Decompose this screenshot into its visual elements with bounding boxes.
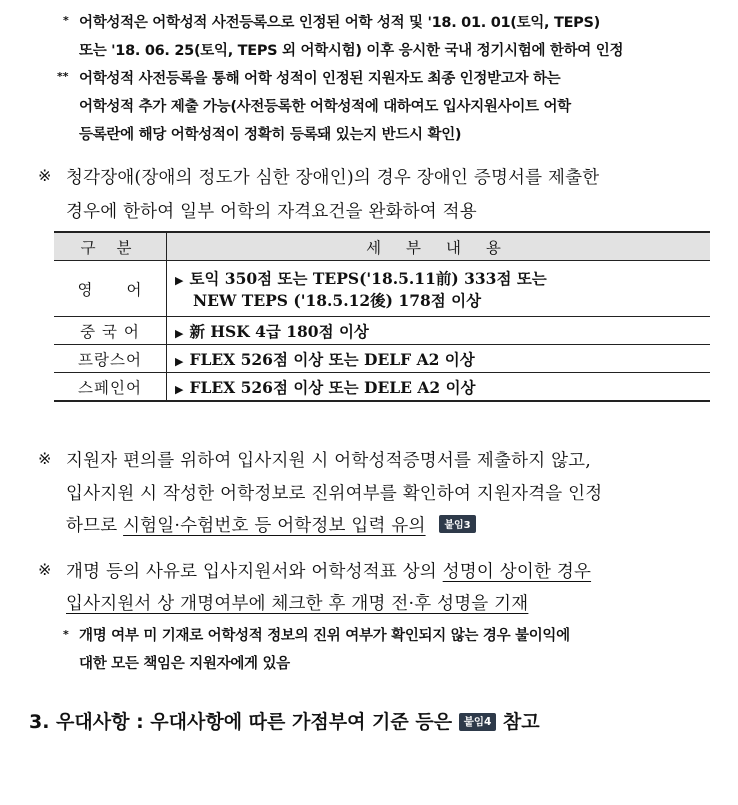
triangle-bullet-icon: ▶ — [175, 354, 184, 368]
section3-heading — [29, 707, 540, 734]
rename-line2 — [66, 590, 528, 615]
language-cell: 프랑스어 — [54, 345, 167, 373]
language-cell: 중 국 어 — [54, 317, 167, 345]
rename-line1-prefix: 개명 등의 사유로 입사지원서와 어학성적표 상의 — [66, 562, 443, 582]
attachment4-badge: 붙임4 — [459, 713, 497, 731]
triangle-bullet-icon: ▶ — [175, 382, 184, 396]
note-double-asterisk: ** — [57, 70, 69, 83]
hearing-line2: 경우에 한하여 일부 어학의 자격요건을 완화하여 적용 — [66, 202, 477, 222]
header-category: 구 분 — [54, 232, 167, 261]
note2-line3: 등록란에 해당 어학성적이 정확히 등록돼 있는지 반드시 확인) — [79, 127, 462, 143]
sub-note-asterisk: * — [63, 628, 69, 641]
language-cell: 영 어 — [54, 261, 167, 317]
section3-prefix: 3. 우대사항 : 우대사항에 따른 가점부여 기준 등은 — [29, 711, 459, 733]
detail-cell — [167, 373, 711, 402]
language-requirements-table — [54, 231, 710, 402]
detail-cell — [167, 261, 711, 317]
attachment3-badge: 붙임3 — [439, 515, 475, 533]
note-asterisk: * — [63, 14, 69, 27]
detail-line1: FLEX 526점 이상 또는 DELE A2 이상 — [189, 377, 476, 397]
reference-mark: ※ — [38, 166, 52, 185]
reference-mark: ※ — [38, 560, 52, 579]
detail-line1: 新 HSK 4급 180점 이상 — [189, 321, 369, 341]
applicant-emphasis: 시험일·수험번호 등 어학정보 입력 유의 — [123, 516, 426, 536]
language-cell: 스페인어 — [54, 373, 167, 402]
note1-line2: 또는 '18. 06. 25(토익, TEPS 외 어학시험) 이후 응시한 국내 정기시험에 한하여 인정 — [79, 43, 624, 59]
rename-emphasis-1: 성명이 상이한 경우 — [442, 562, 592, 582]
detail-line1: 토익 350점 또는 TEPS('18.5.11前) 333점 또는 — [189, 268, 547, 288]
applicant-line2: 입사지원 시 작성한 어학정보로 진위여부를 확인하여 지원자격을 인정 — [66, 484, 603, 504]
rename-sub-line1: 개명 여부 미 기재로 어학성적 정보의 진위 여부가 확인되지 않는 경우 불이익에 — [79, 628, 570, 644]
section3-suffix: 참고 — [496, 711, 540, 733]
note2-line1: 어학성적 사전등록을 통해 어학 성적이 인정된 지원자도 최종 인정받고자 하는 — [79, 71, 561, 87]
detail-line2: NEW TEPS ('18.5.12後) 178점 이상 — [193, 290, 482, 310]
table-header-row — [54, 232, 710, 261]
applicant-line1: 지원자 편의를 위하여 입사지원 시 어학성적증명서를 제출하지 않고, — [66, 451, 592, 471]
note2-line2: 어학성적 추가 제출 가능(사전등록한 어학성적에 대하여도 입사지원사이트 어학 — [79, 99, 571, 115]
reference-mark: ※ — [38, 449, 52, 468]
header-detail: 세 부 내 용 — [167, 232, 711, 261]
table-row — [54, 345, 710, 373]
table-row — [54, 317, 710, 345]
triangle-bullet-icon: ▶ — [175, 326, 184, 340]
triangle-bullet-icon: ▶ — [175, 273, 184, 287]
detail-cell — [167, 317, 711, 345]
rename-sub-line2: 대한 모든 책임은 지원자에게 있음 — [79, 656, 290, 672]
detail-cell — [167, 345, 711, 373]
rename-emphasis-2: 입사지원서 상 개명여부에 체크한 후 개명 전·후 성명을 기재 — [66, 594, 529, 614]
applicant-line3 — [66, 512, 476, 537]
detail-line1: FLEX 526점 이상 또는 DELF A2 이상 — [189, 349, 475, 369]
applicant-line3-prefix: 하므로 — [66, 516, 124, 536]
note1-line1: 어학성적은 어학성적 사전등록으로 인정된 어학 성적 및 '18. 01. 01(토익, TEPS) — [79, 15, 600, 31]
hearing-line1: 청각장애(장애의 정도가 심한 장애인)의 경우 장애인 증명서를 제출한 — [66, 168, 600, 188]
table-row — [54, 261, 710, 317]
rename-line1 — [66, 558, 591, 583]
table-row — [54, 373, 710, 402]
